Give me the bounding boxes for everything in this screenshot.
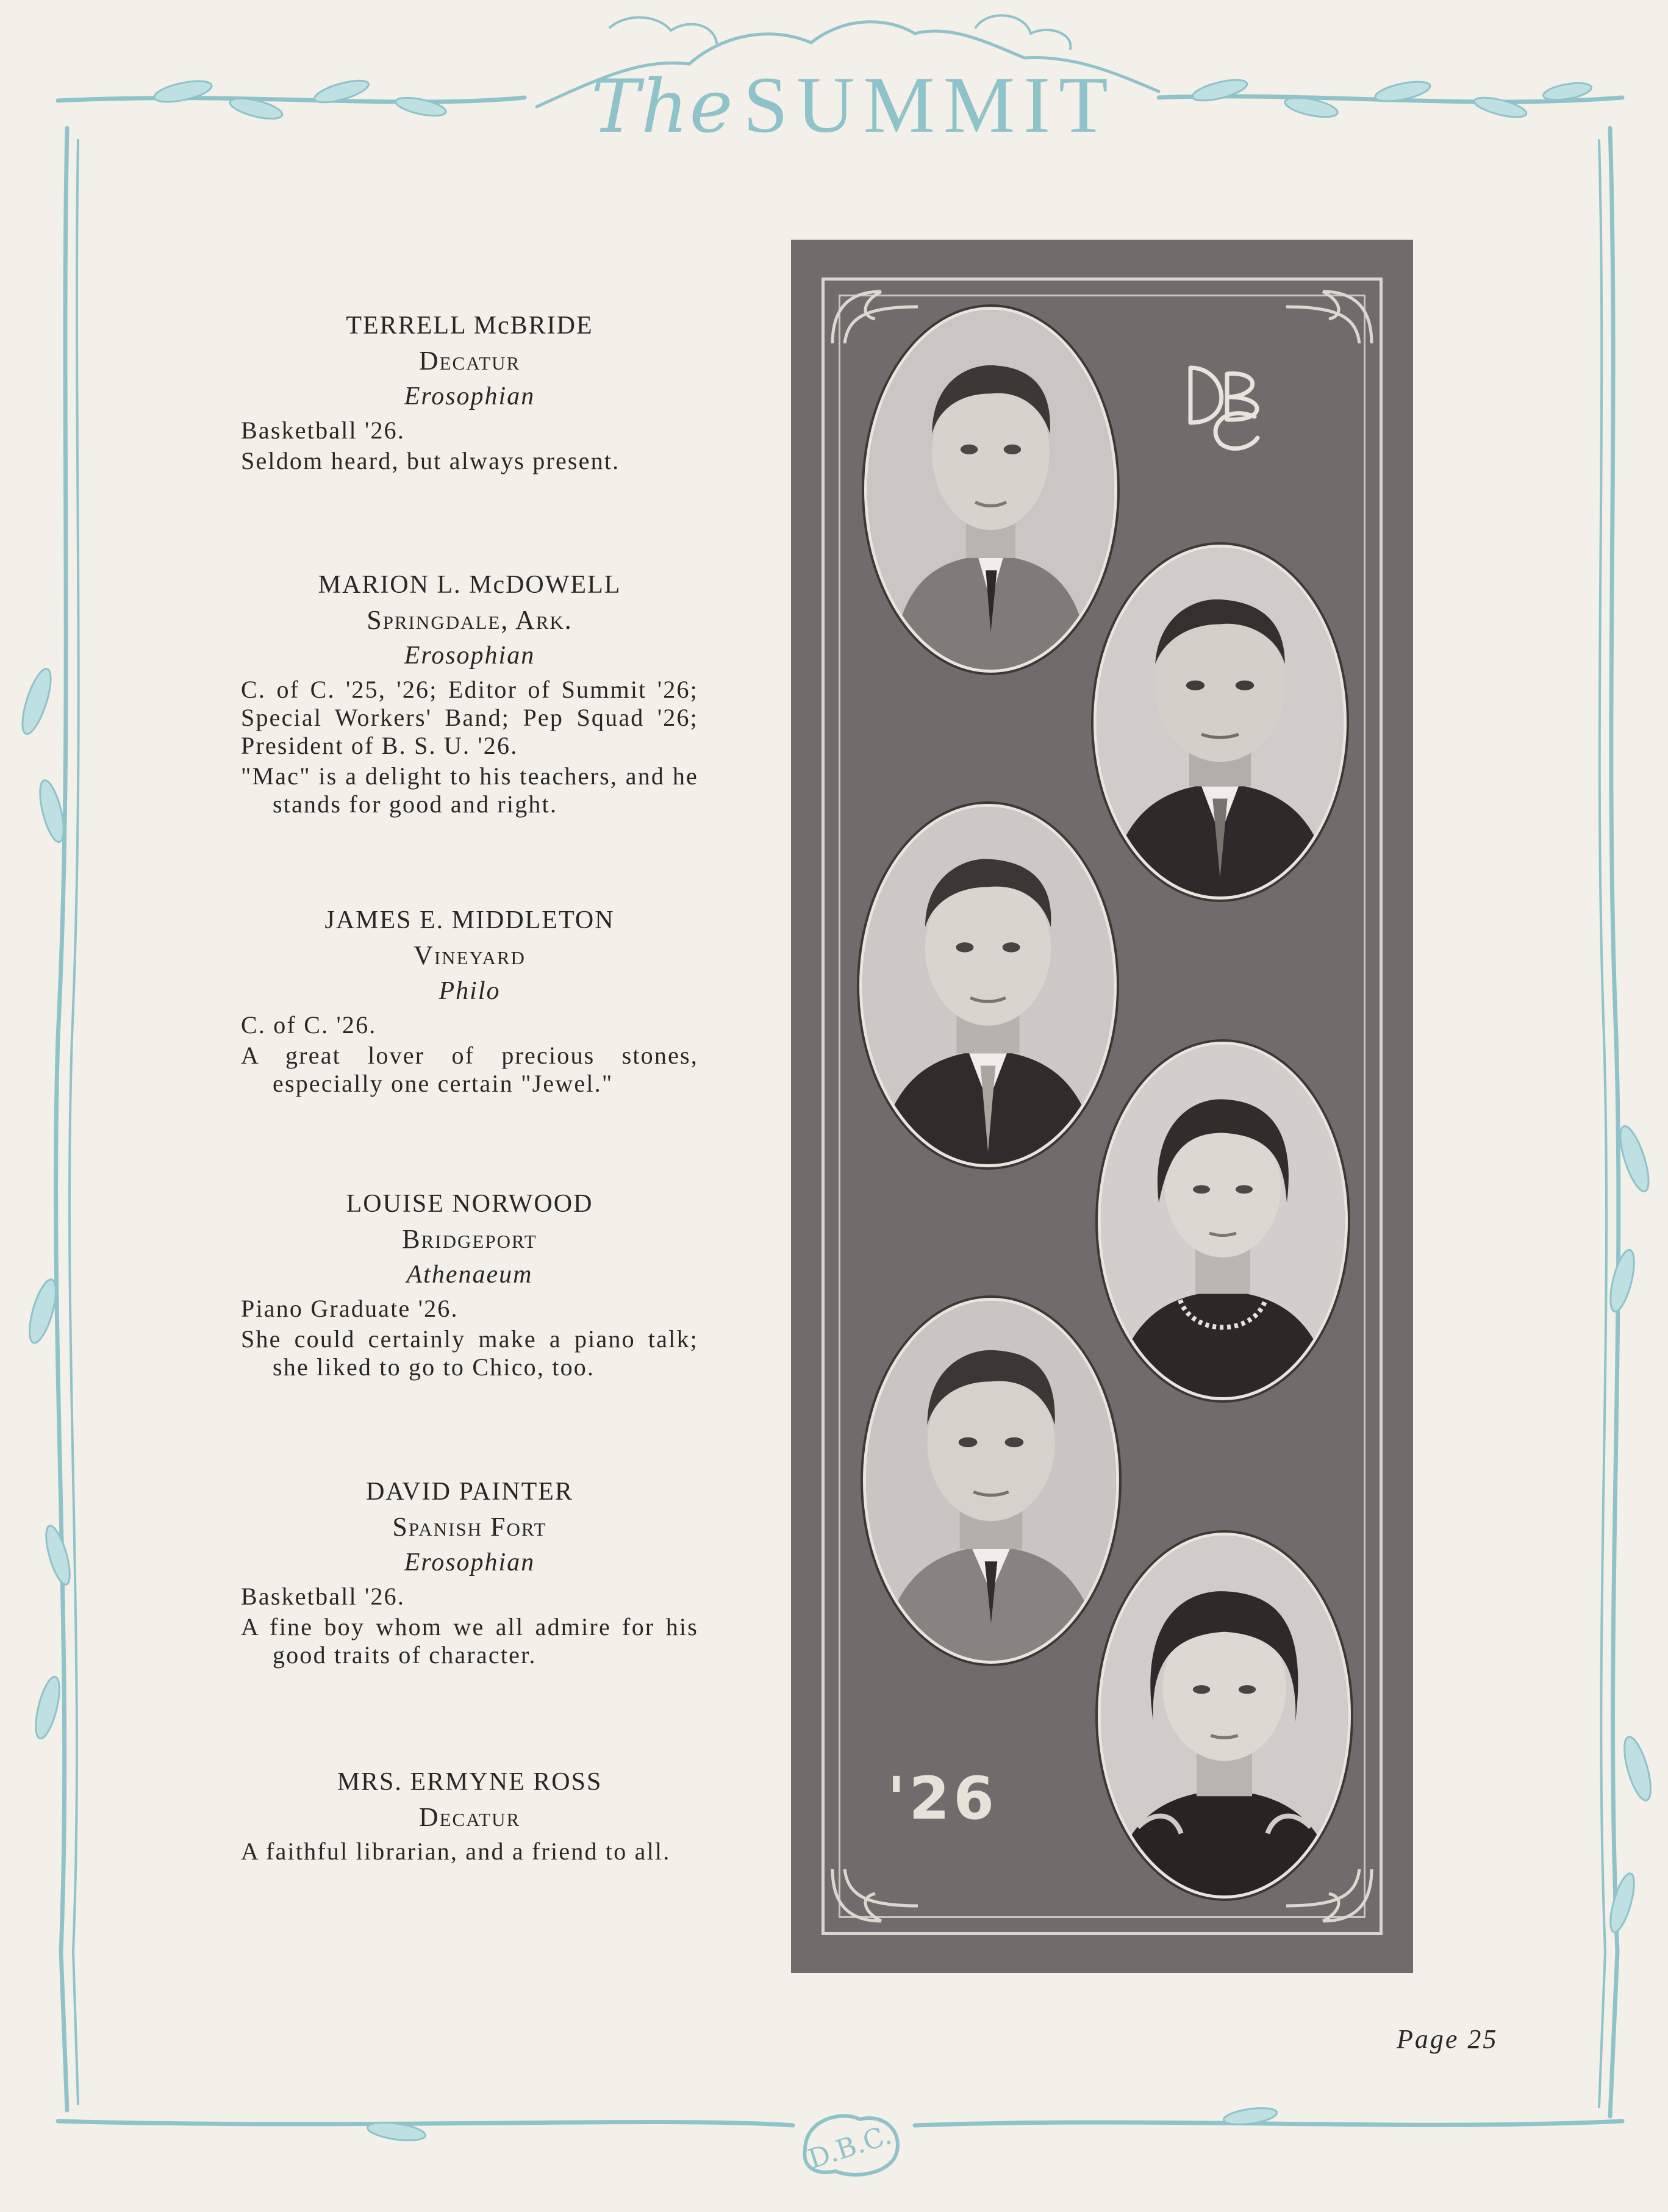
portrait-photo — [867, 310, 1114, 670]
student-name: LOUISE NORWOOD — [346, 1190, 593, 1218]
student-quote: "Mac" is a delight to his teachers, and he stands for good and right. — [241, 762, 698, 818]
student-entry-norwood — [241, 1186, 698, 1381]
student-name: DAVID PAINTER — [366, 1478, 573, 1506]
portrait-norwood — [1098, 1042, 1348, 1400]
staff-quote: A faithful librarian, and a friend to all. — [241, 1838, 671, 1865]
student-society: Erosophian — [404, 382, 535, 410]
student-society: Philo — [438, 977, 501, 1005]
student-activities: Basketball '26. — [241, 1583, 406, 1610]
portrait-mcbride — [864, 307, 1117, 673]
flourish-corner-icon — [826, 282, 924, 349]
portrait-ross — [1098, 1533, 1351, 1899]
student-hometown: Spanish Fort — [392, 1512, 547, 1542]
dbc-crest-text: D.B.C. — [804, 2119, 896, 2175]
class-year-mark: '26 — [887, 1764, 998, 1833]
page-number: Page 25 — [1397, 2024, 1498, 2054]
masthead-title: SUMMIT — [743, 60, 1117, 149]
masthead — [518, 58, 1189, 149]
student-society: Erosophian — [404, 1548, 535, 1577]
flourish-corner-icon — [826, 1863, 924, 1930]
portrait-photo — [866, 1301, 1116, 1661]
flourish-corner-icon — [1280, 282, 1378, 349]
student-entry-painter — [241, 1474, 698, 1669]
student-activities: Piano Graduate '26. — [241, 1295, 459, 1322]
student-society: Athenaeum — [406, 1261, 533, 1289]
portrait-photo — [862, 807, 1114, 1164]
student-name: MARION L. McDOWELL — [318, 571, 621, 599]
portrait-photo — [1097, 548, 1344, 897]
student-society: Erosophian — [404, 642, 535, 670]
student-entry-mcbride — [241, 308, 698, 475]
student-quote: She could certainly make a piano talk; she liked to go to Chico, too. — [241, 1325, 698, 1381]
student-name: JAMES E. MIDDLETON — [324, 906, 615, 934]
student-quote: A great lover of precious stones, especially one certain "Jewel." — [241, 1042, 698, 1097]
student-entry-mcdowell — [241, 567, 698, 818]
portrait-painter — [863, 1298, 1119, 1664]
portrait-mcdowell — [1094, 545, 1347, 900]
portrait-panel — [791, 240, 1413, 1973]
student-activities: C. of C. '25, '26; Editor of Summit '26; Special Workers' Band; Pep Squad '26; President of B. S. U. '26. — [241, 676, 698, 759]
portrait-photo — [1101, 1045, 1345, 1397]
student-quote: Seldom heard, but always present. — [241, 447, 620, 474]
portrait-photo — [1101, 1536, 1348, 1895]
student-hometown: Bridgeport — [402, 1224, 537, 1254]
student-activities: Basketball '26. — [241, 417, 406, 444]
staff-entry-ross — [241, 1764, 698, 1866]
dbc-monogram-icon — [1169, 349, 1279, 453]
student-activities: C. of C. '26. — [241, 1011, 377, 1039]
masthead-the: The — [591, 65, 734, 149]
student-hometown: Vineyard — [413, 940, 526, 970]
student-entry-middleton — [241, 903, 698, 1098]
staff-hometown: Decatur — [418, 1802, 521, 1832]
staff-name: MRS. ERMYNE ROSS — [337, 1768, 603, 1796]
student-hometown: Decatur — [418, 346, 521, 376]
student-quote: A fine boy whom we all admire for his good traits of character. — [241, 1613, 698, 1669]
portrait-middleton — [859, 804, 1117, 1167]
student-name: TERRELL McBRIDE — [346, 312, 593, 340]
student-hometown: Springdale, Ark. — [367, 605, 573, 635]
flourish-corner-icon — [1280, 1863, 1378, 1930]
dbc-crest-icon — [793, 2107, 909, 2180]
